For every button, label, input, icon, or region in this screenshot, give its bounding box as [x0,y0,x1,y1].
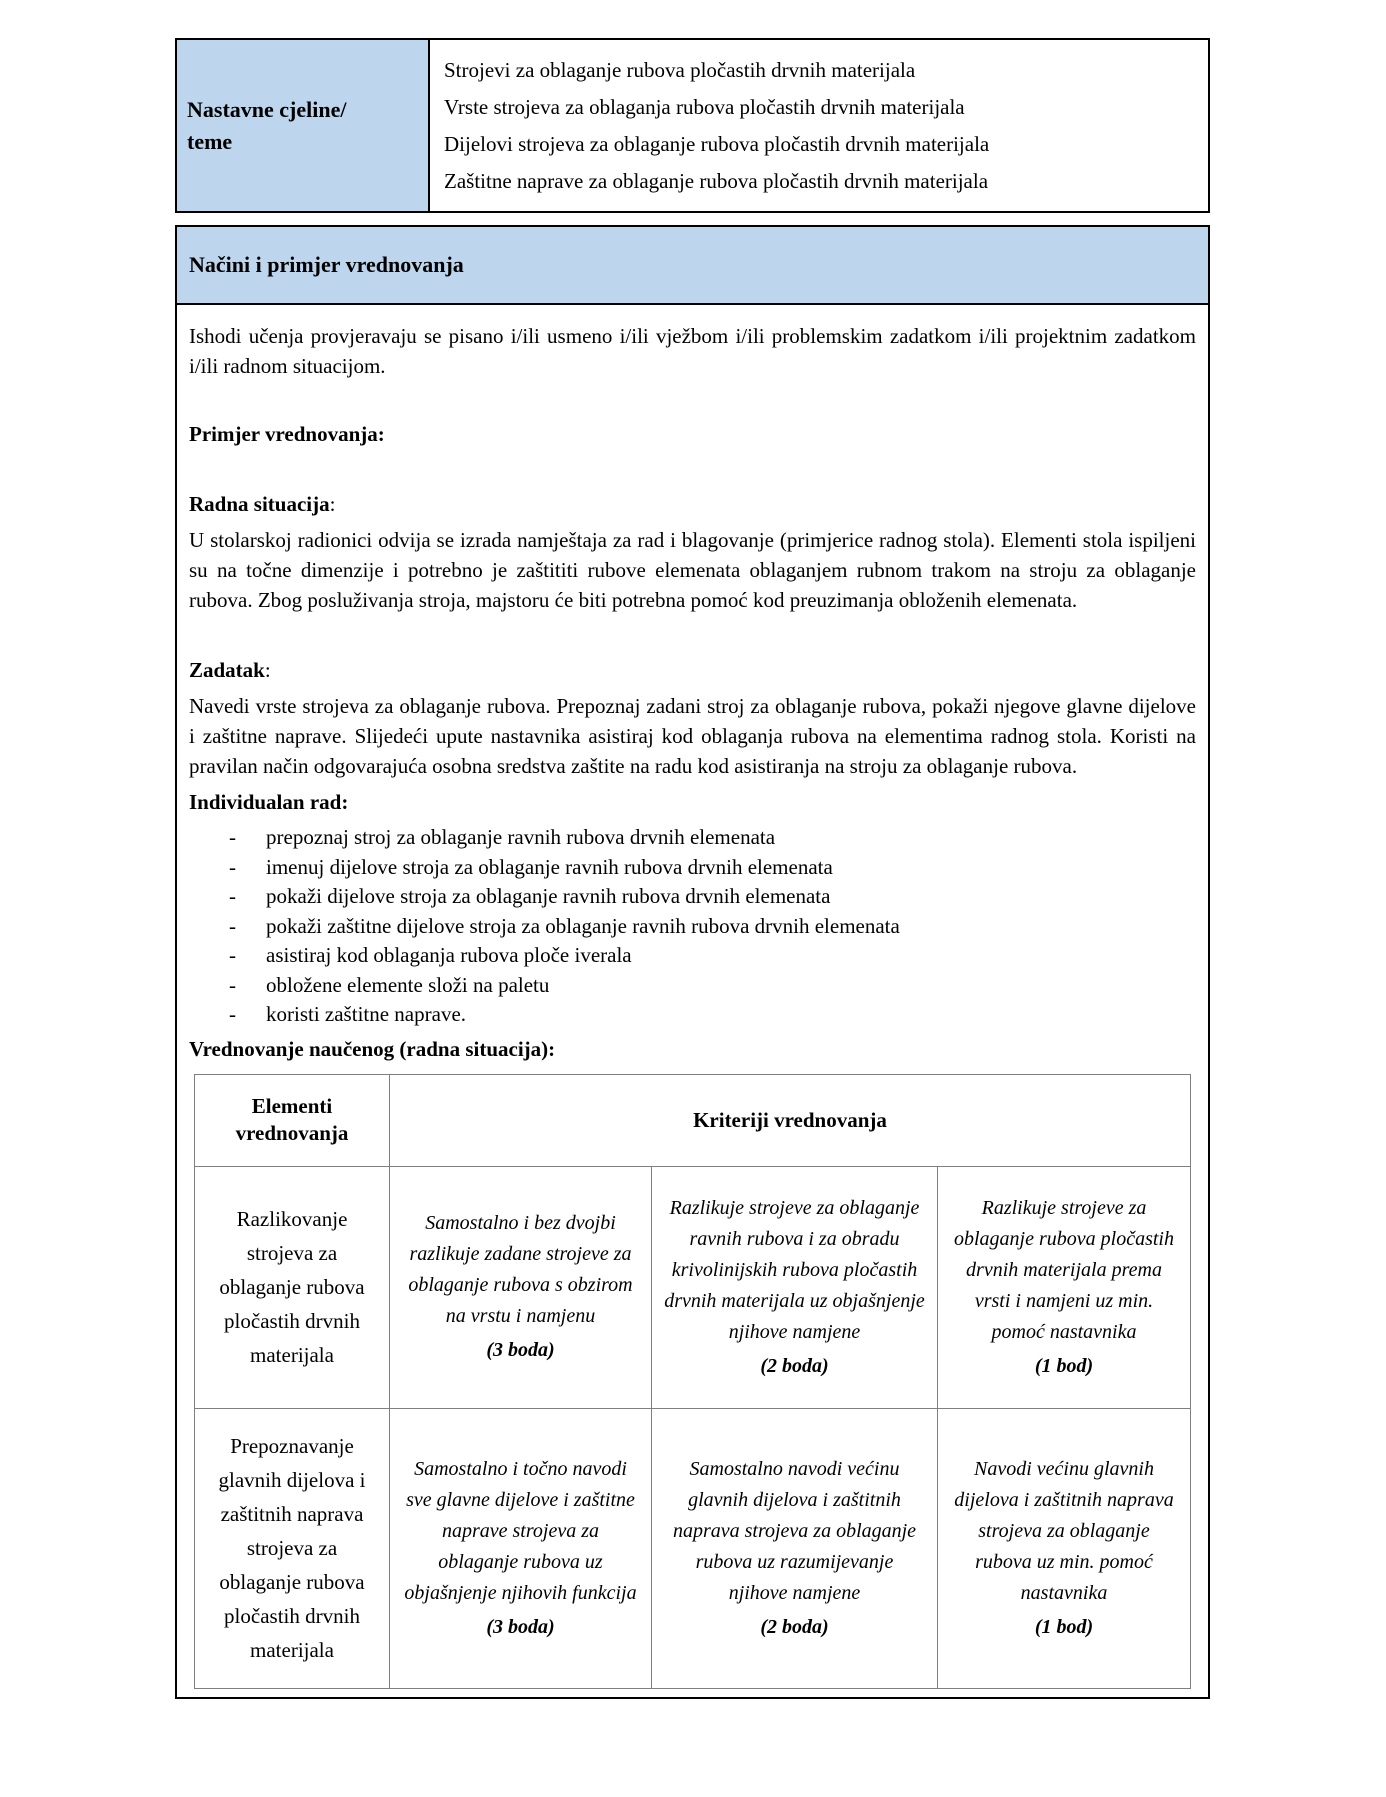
evaluation-table [194,1074,1191,1689]
topic-table [175,38,1210,213]
bullet-item [189,941,1196,971]
bullet-text: obložene elemente složi na paletu [266,972,550,997]
criteria-text: Samostalno i točno navodi sve glavne dijelove i zaštitne naprave strojeva za oblaganje rubova uz objašnjenje njihovih funkcija [404,1457,637,1604]
radna-paragraph: U stolarskoj radionici odvija se izrada namještaja za rad i blagovanje (primjerice radnog stola). Elementi stola ispiljeni su na točne dimenzije i potrebno je zaštititi rubove elemenata oblaganjem rubnom trakom na stroju za oblaganje rubova. Zbog posluživanja stroja, majstoru će biti potrebna pomoć kod preuzimanja obloženih elemenata. [189,528,1196,612]
element-cell: Prepoznavanje glavnih dijelova i zaštitnih naprava strojeva za oblaganje rubova pločastih drvnih materijala [195,1408,390,1688]
topic-label-cell [177,40,430,211]
points-label: (1 bod) [1034,1615,1094,1638]
bullet-text: koristi zaštitne naprave. [266,1002,467,1026]
dash-marker: - [229,972,236,997]
bullet-list [189,823,1196,1030]
criteria-cell [652,1408,938,1688]
zadatak-heading [189,657,1196,683]
primjer-heading: Primjer vrednovanja: [189,422,385,446]
zadatak-heading-colon: : [264,658,271,682]
points-label: (3 boda) [486,1339,555,1361]
criteria-cell [652,1166,938,1408]
topic-label: Nastavne cjeline/ teme [187,96,347,154]
topic-items-cell [430,40,1208,211]
individualan-heading: Individualan rad: [189,790,349,814]
criteria-text: Navodi većinu glavnih dijelova i zaštitnih naprava strojeva za oblaganje rubova uz min. pomoć nastavnika [954,1457,1174,1604]
criteria-cell [390,1166,652,1408]
points-label: (3 boda) [486,1615,555,1638]
document-content [175,38,1210,1699]
dash-marker: - [229,1002,236,1026]
zadatak-heading-text: Zadatak [189,658,265,682]
topic-item: Vrste strojeva za oblaganja rubova pločastih drvnih materijala [444,95,965,119]
section-header-band [175,225,1210,305]
zadatak-paragraph: Navedi vrste strojeva za oblaganje rubova. Prepoznaj zadani stroj za oblaganje rubova, pokaži njegove glavne dijelove i zaštitne naprave. Slijedeći upute nastavnika asistiraj kod oblaganja rubova na elementima radnog stola. Koristi na pravilan način odgovarajuća osobna sredstva zaštite na radu kod asistiranja na stroju za oblaganje rubova. [189,694,1196,778]
vrednovanje-heading: Vrednovanje naučenog (radna situacija): [189,1036,556,1061]
bullet-item [189,912,1196,942]
dash-marker: - [229,943,236,967]
bullet-item [189,1000,1196,1030]
criteria-cell [938,1166,1191,1408]
bullet-item [189,882,1196,912]
dash-marker: - [229,825,236,849]
bullet-text: pokaži zaštitne dijelove stroja za oblaganje ravnih rubova drvnih elemenata [266,913,900,938]
elementi-header-cell: Elementi vrednovanja [195,1074,390,1166]
kriteriji-header-cell: Kriteriji vrednovanja [390,1074,1191,1166]
dash-marker: - [229,884,236,908]
criteria-text: Samostalno i bez dvojbi razlikuje zadane strojeve za oblaganje rubova s obzirom na vrstu i namjenu [408,1212,633,1327]
bullet-item [189,971,1196,1001]
topic-item: Strojevi za oblaganje rubova pločastih drvnih materijala [444,58,916,82]
criteria-text: Razlikuje strojeve za oblaganje rubova pločastih drvnih materijala prema vrsti i namjeni uz min. pomoć nastavnika [954,1196,1174,1343]
criteria-cell [390,1408,652,1688]
bullet-item [189,853,1196,883]
intro-paragraph: Ishodi učenja provjeravaju se pisano i/ili usmeno i/ili vježbom i/ili problemskim zadatkom i/ili projektnim zadatkom i/ili radnom situacijom. [189,324,1196,378]
bullet-text: prepoznaj stroj za oblaganje ravnih rubova drvnih elemenata [266,825,776,849]
bullet-text: imenuj dijelove stroja za oblaganje ravnih rubova drvnih elemenata [266,854,833,879]
criteria-cell [938,1408,1191,1688]
criteria-text: Samostalno navodi većinu glavnih dijelova i zaštitnih naprava strojeva za oblaganje rubova uz razumijevanje njihove namjene [672,1457,917,1604]
topic-item: Zaštitne naprave za oblaganje rubova pločastih drvnih materijala [444,169,989,193]
bullet-text: asistiraj kod oblaganja rubova ploče iverala [266,943,632,967]
radna-heading-colon: : [329,492,336,516]
section-header-label: Načini i primjer vrednovanja [189,252,464,277]
points-label: (1 bod) [1034,1354,1094,1377]
table-row [195,1408,1191,1688]
body-box [175,305,1210,1699]
evaluation-header-row [195,1074,1191,1166]
bullet-item [189,823,1196,853]
points-label: (2 boda) [760,1354,829,1377]
dash-marker: - [229,854,236,879]
criteria-text: Razlikuje strojeve za oblaganje ravnih rubova i za obradu krivolinijskih rubova pločastih drvnih materijala uz objašnjenje njihove namjene [664,1196,925,1343]
table-row [195,1166,1191,1408]
topic-item: Dijelovi strojeva za oblaganje rubova pločastih drvnih materijala [444,132,990,156]
element-cell: Razlikovanje strojeva za oblaganje rubova pločastih drvnih materijala [195,1166,390,1408]
bullet-text: pokaži dijelove stroja za oblaganje ravnih rubova drvnih elemenata [266,884,831,908]
points-label: (2 boda) [760,1615,829,1638]
radna-heading-text: Radna situacija [189,492,330,516]
radna-heading [189,491,1196,517]
dash-marker: - [229,913,236,938]
